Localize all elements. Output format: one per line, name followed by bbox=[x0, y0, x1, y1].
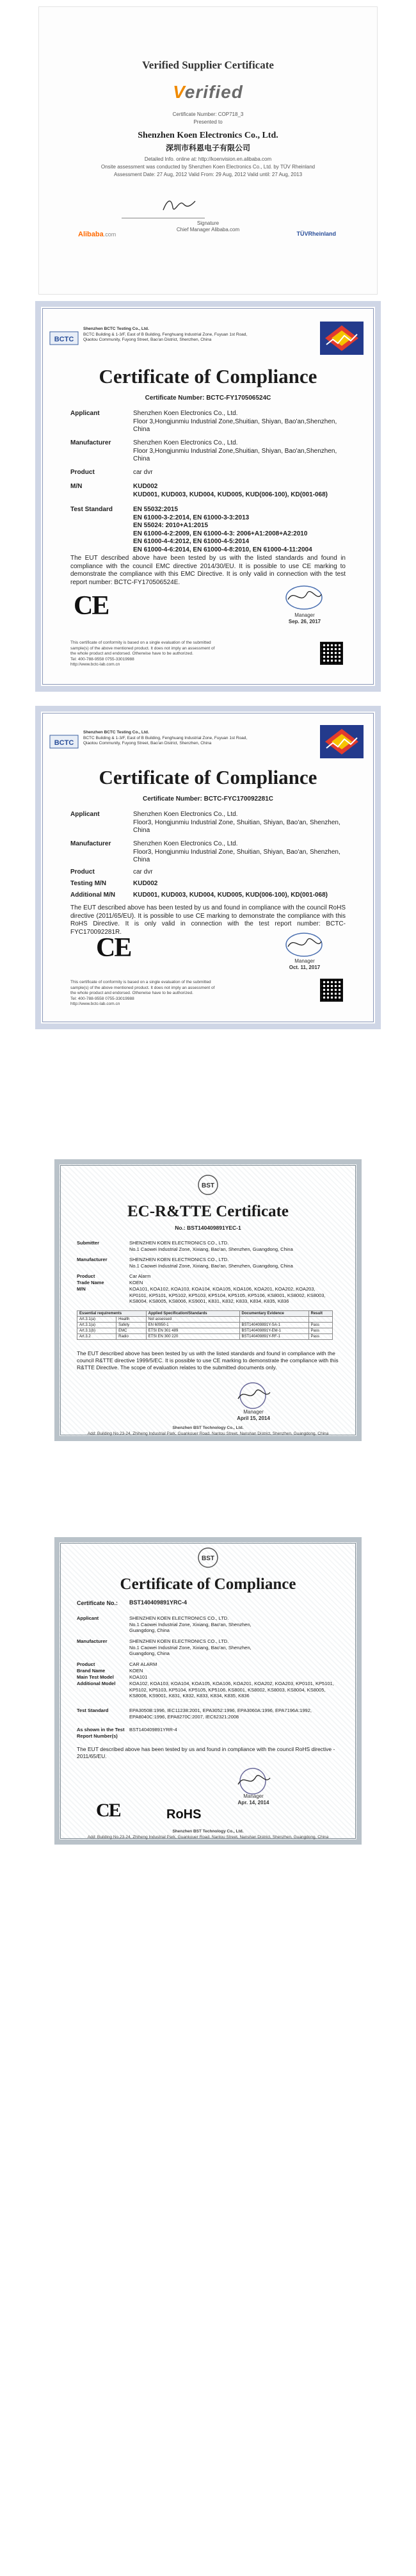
issue-date: April 15, 2014 bbox=[237, 1415, 270, 1421]
table-cell: BST140409891Y-RF-1 bbox=[239, 1334, 308, 1340]
tuv-logo: TÜVRheinland bbox=[296, 231, 336, 237]
bctc-rohs-certificate bbox=[0, 698, 416, 1031]
manufacturer-name: SHENZHEN KOEN ELECTRONICS CO., LTD. bbox=[129, 1638, 229, 1644]
model-value bbox=[133, 483, 344, 499]
manufacturer-value bbox=[129, 1257, 334, 1269]
standard-item: EN 55032:2015 bbox=[133, 506, 179, 513]
svg-text:BCTC: BCTC bbox=[54, 739, 74, 747]
certificate-title: Certificate of Compliance bbox=[99, 766, 317, 788]
additional-model-label: Additional M/N bbox=[70, 892, 115, 899]
product-value: Car Alarm bbox=[129, 1273, 151, 1279]
applicant-country: Guangdong, China bbox=[129, 1627, 170, 1633]
compliance-statement: The EUT described above has been tested by us and found in compliance with the council RoHS directive (2011/65/EU). It is possible to use CE marking to demonstrate the compliance with this RoHS Directive. It is only valid in connection with the test report number: BCTC-FYC170092281R. bbox=[70, 904, 346, 936]
table-cell bbox=[308, 1317, 332, 1323]
product-value: car dvr bbox=[133, 868, 153, 876]
testing-model-label: Testing M/N bbox=[70, 880, 106, 887]
standard-item: EN 55024: 2010+A1:2015 bbox=[133, 522, 209, 529]
lab-header bbox=[83, 327, 275, 343]
table-cell: Art.3.1(b) bbox=[77, 1328, 116, 1334]
rohs-mark: RoHS bbox=[166, 1807, 202, 1822]
table-cell: Art.3.1(a) bbox=[77, 1323, 116, 1328]
table-cell: Pass bbox=[308, 1334, 332, 1340]
applicant-address: No.1 Caowei Industrial Zone, Xixiang, Bao'an, Shenzhen, bbox=[129, 1621, 252, 1627]
table-cell: Art.3.2 bbox=[77, 1334, 116, 1340]
manufacturer-label: Manufacturer bbox=[77, 1638, 108, 1644]
verified-logo: Verified bbox=[173, 82, 243, 102]
submitter-address: No.1 Caowei Industrial Zone, Xixiang, Bao'an, Shenzhen, Guangdong, China bbox=[129, 1246, 293, 1252]
certificate-number: Certificate Number: COP718_3 bbox=[172, 111, 244, 117]
footer-line: This certificate of conformity is based on a single evaluation of the submitted bbox=[70, 640, 211, 645]
bst-logo-icon bbox=[192, 1173, 224, 1196]
ce-mark: CE bbox=[96, 933, 131, 963]
manufacturer-label: Manufacturer bbox=[77, 1257, 108, 1262]
submitter-name: SHENZHEN KOEN ELECTRONICS CO., LTD. bbox=[129, 1240, 229, 1246]
compliance-statement: The EUT described above has been tested by us with the listed standards and found in compliance with the council R&TTE directive 1999/5/EC. It is possible to use CE marking to demonstrate the compliance with this R&TTE Directive. The scope of evaluation relates to the submitted documents only. bbox=[77, 1350, 339, 1371]
footer-website: http://www.bctc-lab.com.cn bbox=[70, 662, 120, 667]
applicant-country: China bbox=[133, 827, 150, 834]
assessment-dates: Assessment Date: 27 Aug, 2012 Valid From: 29 Aug, 2012 Valid until: 27 Aug, 2013 bbox=[113, 172, 303, 177]
manufacturer-address: Floor 3,Hongjunmiu Industrial Zone,Shuitian, Shiyan, Bao'an,Shenzhen, bbox=[133, 447, 337, 455]
table-cell: Health bbox=[116, 1317, 146, 1323]
applicant-value bbox=[129, 1615, 334, 1634]
certificate-title: EC-R&TTE Certificate bbox=[127, 1203, 289, 1220]
footer-line: the whole product and endorsed. Otherwise have to be authorized. bbox=[70, 651, 193, 656]
applicant-label: Applicant bbox=[70, 410, 100, 417]
additional-model-value: KUD001, KUD003, KUD004, KUD005, KUD(006-100), KD(001-068) bbox=[133, 892, 328, 899]
table-cell: Pass bbox=[308, 1328, 332, 1334]
manufacturer-label: Manufacturer bbox=[70, 840, 111, 847]
applicant-address: Floor 3,Hongjunmiu Industrial Zone,Shuitian, Shiyan, Bao'an,Shenzhen, bbox=[133, 418, 337, 425]
table-row bbox=[77, 1334, 333, 1340]
table-row bbox=[77, 1323, 333, 1328]
standard-item: EN 61000-4-6:2014, EN 61000-4-8:2010, EN 61000-4-11:2004 bbox=[133, 546, 312, 553]
model-additional: KUD001, KUD003, KUD004, KUD005, KUD(006-100), KD(001-068) bbox=[133, 491, 328, 498]
standard-item: EN 61000-3-2:2014, EN 61000-3-3:2013 bbox=[133, 514, 250, 521]
brand-value: KOEN bbox=[129, 1668, 143, 1674]
signature-stamp-icon bbox=[230, 1381, 275, 1410]
trade-name-label: Trade Name bbox=[77, 1280, 104, 1285]
company-name-cn: 深圳市科恩电子有限公司 bbox=[165, 143, 250, 152]
footer-line: sample(s) of the above mentioned product. It does not imply an assessment of bbox=[70, 646, 215, 651]
standard-item: EN 61000-4-2:2009, EN 61000-4-3: 2006+A1:2008+A2:2010 bbox=[133, 530, 308, 537]
evidence-table bbox=[77, 1310, 333, 1340]
manufacturer-name: SHENZHEN KOEN ELECTRONICS CO., LTD. bbox=[129, 1257, 229, 1262]
certificate-title: Verified Supplier Certificate bbox=[142, 59, 274, 71]
certificate-number-label: Certificate No.: bbox=[77, 1600, 118, 1606]
detail-url: Detailed Info. online at: http://koenvision.en.alibaba.com bbox=[144, 156, 272, 162]
product-label: Product bbox=[77, 1661, 95, 1667]
standard-list bbox=[133, 506, 344, 554]
qr-code bbox=[320, 642, 343, 665]
lab-address-1: BCTC Building & 1-3/F, East of B Building, Fenghuang Industrial Zone, Fuyuan 1st Road, bbox=[83, 735, 248, 740]
main-model-label: Main Test Model bbox=[77, 1674, 114, 1680]
applicant-country: China bbox=[133, 426, 150, 433]
manufacturer-country: Guangdong, China bbox=[129, 1651, 170, 1656]
additional-model-label: Additional Model bbox=[77, 1681, 116, 1686]
lab-address-2: Qiaotou Community, Fuyong Street, Bao'an District, Shenzhen, China bbox=[83, 741, 212, 746]
verified-supplier-certificate bbox=[0, 0, 416, 301]
product-label: Product bbox=[70, 868, 95, 876]
footer-company: Shenzhen BST Technology Co., Ltd. bbox=[172, 1426, 244, 1430]
certificate-footer bbox=[61, 1829, 355, 1840]
compliance-statement: The EUT described above has been tested by us and found in compliance with the council RoHS directive - 2011/65/EU. bbox=[77, 1746, 335, 1759]
issue-date: Oct. 11, 2017 bbox=[289, 965, 321, 970]
signature-stamp-icon bbox=[282, 583, 326, 612]
signature-stamp-icon bbox=[230, 1766, 275, 1796]
signature-sub: Chief Manager Alibaba.com bbox=[176, 227, 240, 232]
standard-value: EPA3050B:1996, IEC11238:2001, EPA3052:1996, EPA3060A:1996, EPA7196A:1992, EPA8040C:1996, EPA8270C:2007, IEC62321:2008 bbox=[129, 1708, 312, 1720]
brand-label: Brand Name bbox=[77, 1668, 106, 1674]
manufacturer-address: Floor3, Hongjunmiu Industrial Zone, Shuitian, Shiyan, Bao'an, Shenzhen, bbox=[133, 848, 340, 856]
footer-website: http://www.bctc-lab.com.cn bbox=[70, 1002, 120, 1006]
product-value: CAR ALARM bbox=[129, 1661, 157, 1667]
applicant-value bbox=[133, 811, 344, 835]
standard-item: EN 61000-4-4:2012, EN 61000-4-5:2014 bbox=[133, 538, 250, 545]
bctc-emc-certificate bbox=[0, 301, 416, 698]
svg-text:BCTC: BCTC bbox=[54, 336, 74, 343]
manager-title: Manager bbox=[243, 1409, 264, 1415]
lab-header bbox=[83, 730, 275, 747]
qr-code bbox=[320, 979, 343, 1002]
lab-name: Shenzhen BCTC Testing Co., Ltd. bbox=[83, 327, 149, 331]
table-cell: BST140409891Y-EM-1 bbox=[239, 1328, 308, 1334]
manager-title: Manager bbox=[294, 958, 315, 964]
certificate-number: Certificate Number: BCTC-FYC170092281C bbox=[143, 795, 273, 803]
footer-line: the whole product and endorsed. Otherwise have to be authorized. bbox=[70, 991, 193, 995]
lab-name: Shenzhen BCTC Testing Co., Ltd. bbox=[83, 730, 149, 735]
lab-address-1: BCTC Building & 1-3/F, East of B Building, Fenghuang Industrial Zone, Fuyuan 1st Road, bbox=[83, 332, 248, 337]
accreditation-logo-icon bbox=[320, 322, 364, 355]
table-cell: Art.3.1(a) bbox=[77, 1317, 116, 1323]
submitter-value bbox=[129, 1240, 334, 1252]
model-main: KUD002 bbox=[133, 483, 158, 490]
signature-stamp-icon bbox=[282, 930, 326, 959]
applicant-value bbox=[133, 410, 344, 434]
certificate-footer bbox=[61, 1426, 355, 1437]
testing-model-value: KUD002 bbox=[133, 880, 158, 887]
table-cell: Pass bbox=[308, 1323, 332, 1328]
table-row bbox=[77, 1328, 333, 1334]
bst-rtte-certificate bbox=[0, 1031, 416, 1454]
bst-logo-icon bbox=[192, 1546, 224, 1569]
company-name-en: Shenzhen Koen Electronics Co., Ltd. bbox=[138, 131, 278, 140]
bst-rohs-certificate bbox=[0, 1454, 416, 2576]
table-cell: Safety bbox=[116, 1323, 146, 1328]
manufacturer-value bbox=[129, 1638, 334, 1657]
accreditation-logo-icon bbox=[320, 725, 364, 758]
manager-title: Manager bbox=[243, 1793, 264, 1799]
bctc-logo-icon bbox=[49, 328, 79, 348]
additional-model-value: KOA102, KOA103, KOA104, KOA105, KOA106, KOA201, KOA202, KOA203, KP0101, KP5101, KP5102, KP5103, KP5104, KP5105, KP5106, KS8001, KS8002, KS8003, KS8004, KS8005, KS8006, KS9001, K831, K832, K833, K834, K835, K836 bbox=[129, 1681, 334, 1699]
manufacturer-name: Shenzhen Koen Electronics Co., Ltd. bbox=[133, 840, 238, 847]
certificate-number: No.: BST140409891YEC-1 bbox=[175, 1225, 241, 1231]
manufacturer-label: Manufacturer bbox=[70, 439, 111, 446]
model-value: KOA101, KOA102, KOA103, KOA104, KOA105, KOA106, KOA201, KOA202, KOA203, KP0101, KP5101, KP5102, KP5103, KP5104, KP5105, KP5106, KS8001, KS8002, KS8003, KS8004, KS8005, KS8006, KS9001, K831, K832, K833, K834, K835, K836 bbox=[129, 1286, 326, 1304]
model-label: M/N bbox=[77, 1286, 86, 1292]
table-row bbox=[77, 1317, 333, 1323]
applicant-name: SHENZHEN KOEN ELECTRONICS CO., LTD. bbox=[129, 1615, 229, 1621]
trade-name-value: KOEN bbox=[129, 1280, 143, 1285]
certificate-number: BST140409891YRC-4 bbox=[129, 1599, 188, 1606]
certificate-title: Certificate of Compliance bbox=[99, 365, 317, 387]
applicant-label: Applicant bbox=[70, 811, 100, 818]
svg-text:BST: BST bbox=[202, 1182, 214, 1189]
report-value: BST140409891YRR-4 bbox=[129, 1727, 177, 1732]
manufacturer-country: China bbox=[133, 455, 150, 462]
table-cell: ETSI EN 301 489 bbox=[146, 1328, 239, 1334]
lab-address-2: Qiaotou Community, Fuyong Street, Bao'an District, Shenzhen, China bbox=[83, 338, 212, 342]
standard-label: Test Standard bbox=[70, 506, 113, 513]
ce-mark: CE bbox=[74, 591, 109, 621]
manufacturer-name: Shenzhen Koen Electronics Co., Ltd. bbox=[133, 439, 238, 446]
footer-line: This certificate of conformity is based on a single evaluation of the submitted bbox=[70, 980, 211, 984]
manager-title: Manager bbox=[294, 612, 315, 618]
assessment-note: Onsite assessment was conducted by Shenzhen Koen Electronics Co., Ltd. by TÜV Rheinland bbox=[100, 164, 316, 170]
certificate-footer bbox=[70, 640, 346, 668]
table-cell bbox=[239, 1317, 308, 1323]
report-label: As shown in the Test Report Number(s) bbox=[77, 1727, 125, 1739]
presented-to: Presented to bbox=[193, 119, 223, 125]
table-cell: EMC bbox=[116, 1328, 146, 1334]
main-model-value: KOA101 bbox=[129, 1674, 148, 1680]
footer-company: Shenzhen BST Technology Co., Ltd. bbox=[172, 1829, 244, 1834]
product-value: car dvr bbox=[133, 469, 153, 476]
compliance-statement: The EUT described above have been tested by us with the listed standards and found in compliance with the council EMC directive 2014/30/EU. It is possible to use CE marking to demonstrate the compliance with this EMC Directive. It is only valid in connection with the test report number: BCTC-FY170506524E. bbox=[70, 555, 346, 586]
standard-label: Test Standard bbox=[77, 1708, 109, 1713]
applicant-name: Shenzhen Koen Electronics Co., Ltd. bbox=[133, 811, 238, 818]
footer-phone: Tel: 400-788-9558 0755-33019988 bbox=[70, 656, 134, 662]
table-cell: ETSI EN 300 220 bbox=[146, 1334, 239, 1340]
bctc-logo-icon bbox=[49, 731, 79, 752]
manufacturer-value bbox=[133, 439, 344, 464]
certificate-footer bbox=[70, 980, 346, 1007]
table-header: Essential requirements bbox=[77, 1311, 147, 1317]
issue-date: Apr. 14, 2014 bbox=[237, 1800, 269, 1806]
applicant-label: Applicant bbox=[77, 1615, 99, 1621]
table-header: Result bbox=[308, 1311, 332, 1317]
table-header: Documentary Evidence bbox=[239, 1311, 308, 1317]
table-cell: EN 60950-1 bbox=[146, 1323, 239, 1328]
manufacturer-value bbox=[133, 840, 344, 865]
manufacturer-country: China bbox=[133, 856, 150, 863]
applicant-address: Floor3, Hongjunmiu Industrial Zone, Shuitian, Shiyan, Bao'an, Shenzhen, bbox=[133, 819, 340, 826]
product-label: Product bbox=[77, 1273, 95, 1279]
product-label: Product bbox=[70, 469, 95, 476]
certificate-number: Certificate Number: BCTC-FY170506524C bbox=[145, 395, 271, 402]
model-label: M/N bbox=[70, 483, 83, 490]
footer-address: Add: Building No.23-24, Zhiheng Industrial Park, Guankouer Road, Nantou Street, Nanshan District, Shenzhen, Guangdong, China bbox=[87, 1431, 329, 1436]
table-cell: Not assessed bbox=[146, 1317, 239, 1323]
submitter-label: Submitter bbox=[77, 1240, 100, 1246]
table-header-row bbox=[77, 1311, 333, 1317]
table-header: Applied Specification/Standards bbox=[146, 1311, 239, 1317]
footer-address: Add: Building No.23-24, Zhiheng Industrial Park, Guankouer Road, Nantou Street, Nanshan District, Shenzhen, Guangdong, China bbox=[87, 1834, 329, 1839]
manufacturer-address: No.1 Caowei Industrial Zone, Xixiang, Bao'an, Shenzhen, bbox=[129, 1644, 252, 1651]
ce-mark: CE bbox=[96, 1800, 120, 1821]
certificate-title: Certificate of Compliance bbox=[120, 1576, 296, 1593]
signature-icon bbox=[160, 196, 198, 215]
alibaba-logo: Alibaba.com bbox=[78, 231, 116, 238]
svg-text:BST: BST bbox=[202, 1555, 214, 1562]
footer-line: sample(s) of the above mentioned product. It does not imply an assessment of bbox=[70, 985, 215, 990]
table-cell: Radio bbox=[116, 1334, 146, 1340]
table-cell: BST140409891Y-SA-1 bbox=[239, 1323, 308, 1328]
signature-label: Signature bbox=[196, 220, 220, 226]
footer-phone: Tel: 400-788-9558 0755-33019988 bbox=[70, 996, 134, 1001]
manufacturer-address: No.1 Caowei Industrial Zone, Xixiang, Bao'an, Shenzhen, Guangdong, China bbox=[129, 1262, 293, 1269]
applicant-name: Shenzhen Koen Electronics Co., Ltd. bbox=[133, 410, 238, 417]
issue-date: Sep. 26, 2017 bbox=[288, 619, 321, 624]
